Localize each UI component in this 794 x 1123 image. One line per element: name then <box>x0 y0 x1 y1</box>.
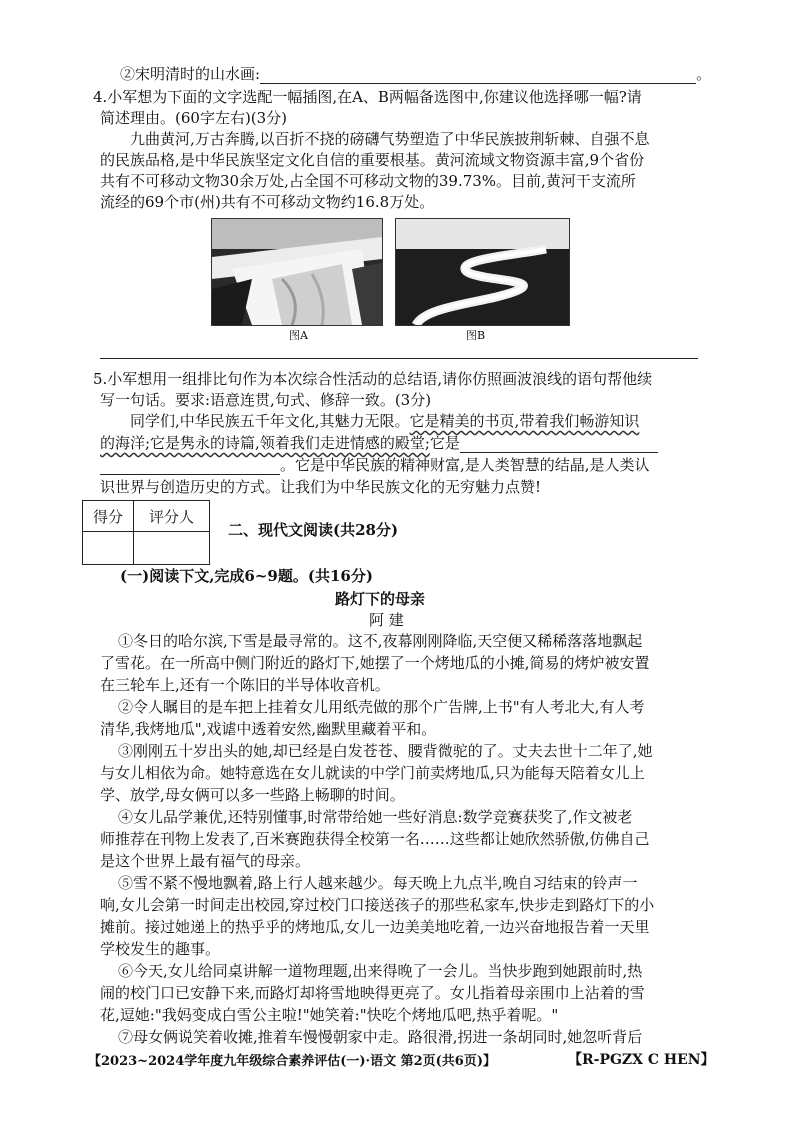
article-line: ①冬日的哈尔滨,下雪是最寻常的。这不,夜幕刚刚降临,天空便又稀稀落落地飘起 <box>118 632 643 650</box>
q5-wavy-text-1: 它是精美的书页,带着我们畅游知识 <box>409 412 640 430</box>
article-line: 了雪花。在一所高中侧门附近的路灯下,她摆了一个烤地瓜的小摊,简易的烤炉被安置 <box>100 654 650 672</box>
q4-passage-line2: 的民族品格,是中华民族坚定文化自信的重要根基。黄河流域文物资源丰富,9个省份 <box>100 151 645 169</box>
article-line: 学、放学,母女俩可以多一些路上畅聊的时间。 <box>100 786 405 804</box>
grader-cell <box>134 532 210 565</box>
article-line: 花,逗她:"我妈变成白雪公主啦!"她笑着:"快吃个烤地瓜吧,热乎着呢。" <box>100 1006 559 1024</box>
article-line: ⑦母女俩说笑着收摊,推着车慢慢朝家中走。路很滑,拐进一条胡同时,她忽听背后 <box>118 1028 643 1046</box>
part-1-instruction: (一)阅读下文,完成6~9题。(共16分) <box>120 567 373 585</box>
score-table <box>82 500 210 565</box>
article-author: 阿 建 <box>369 611 404 629</box>
q4-passage-line4: 流经的69个市(州)共有不可移动文物约16.8万处。 <box>100 193 435 211</box>
article-line: ②令人瞩目的是车把上挂着女儿用纸壳做的那个广告牌,上书"有人考北大,有人考 <box>118 698 645 716</box>
q4-question-line2: 简述理由。(60字左右)(3分) <box>100 109 288 127</box>
article-line: 在三轮车上,还有一个陈旧的半导体收音机。 <box>100 676 390 694</box>
q5-answer-blank-1 <box>460 436 658 453</box>
q4-passage-line3: 共有不可移动文物30余万处,占全国不可移动文物的39.73%。目前,黄河干支流所 <box>100 172 636 190</box>
q5-wavy-text-2: 的海洋;它是隽永的诗篇,领着我们走进情感的殿堂; <box>100 434 430 452</box>
score-header: 得分 <box>83 501 134 532</box>
article-line: 清华,我烤地瓜",戏谑中透着安然,幽默里藏着平和。 <box>100 720 437 738</box>
article-line: ⑥今天,女儿给同桌讲解一道物理题,出来得晚了一会儿。当快步跑到她跟前时,热 <box>118 962 643 980</box>
grader-header: 评分人 <box>134 501 210 532</box>
footer-page-info: 【2023~2024学年度九年级综合素养评估(一)·语文 第2页(共6页)】 <box>88 1054 497 1069</box>
q5-question-line1: 5.小军想用一组排比句作为本次综合性活动的总结语,请你仿照画波浪线的语句帮他续 <box>93 370 653 388</box>
q5-plain-text-1: 同学们,中华民族五千年文化,其魅力无限。 <box>130 412 410 430</box>
q4-question-line1: 4.小军想为下面的文字选配一幅插图,在A、B两幅备选图中,你建议他选择哪一幅?请 <box>93 88 642 106</box>
q3-item-2-end: 。 <box>696 65 712 83</box>
article-line: 是这个世界上最有福气的母亲。 <box>100 852 311 870</box>
q3-item-2-text: ②宋明清时的山水画: <box>120 65 261 83</box>
figure-a-caption: 图A <box>289 329 308 342</box>
q4-passage-line1: 九曲黄河,万古奔腾,以百折不挠的磅礴气势塑造了中华民族披荆斩棘、自强不息 <box>130 130 650 148</box>
q5-plain-text-2: 它是 <box>429 434 460 452</box>
q5-passage-line3 <box>100 455 650 475</box>
article-line: ③刚刚五十岁出头的她,却已经是白发苍苍、腰背微驼的了。丈夫去世十二年了,她 <box>118 742 653 760</box>
q5-passage-line2 <box>100 433 658 453</box>
article-line: 响,女儿会第一时间走出校园,穿过校门口接送孩子的那些私家车,快步走到路灯下的小 <box>100 896 655 914</box>
q4-answer-line <box>100 342 698 359</box>
section-2-title: 二、现代文阅读(共28分) <box>228 521 399 539</box>
figure-b-river-image <box>395 218 570 326</box>
figure-b-caption: 图B <box>466 329 486 342</box>
answer-blank <box>260 67 696 84</box>
figure-a-waterfall-image <box>211 218 383 326</box>
article-line: ④女儿品学兼优,还特别懂事,时常带给她一些好消息:数学竞赛获奖了,作文被老 <box>118 808 633 826</box>
article-title: 路灯下的母亲 <box>335 590 426 608</box>
footer-code: 【R-PGZX C HEN】 <box>568 1052 715 1068</box>
score-cell <box>83 532 134 565</box>
article-line: ⑤雪不紧不慢地飘着,路上行人越来越少。每天晚上九点半,晚自习结束的铃声一 <box>118 874 638 892</box>
article-line: 闹的校门口已安静下来,而路灯却将雪地映得更亮了。女儿指着母亲围巾上沾着的雪 <box>100 984 645 1002</box>
q5-text-3: 。它是中华民族的精神财富,是人类智慧的结晶,是人类认 <box>280 456 650 474</box>
article-line: 与女儿相依为命。她特意选在女儿就读的中学门前卖烤地瓜,只为能每天陪着女儿上 <box>100 764 645 782</box>
q5-passage-line4: 识世界与创造历史的方式。让我们为中华民族文化的无穷魅力点赞! <box>100 478 542 496</box>
q5-answer-blank-2 <box>100 458 280 475</box>
q5-passage-line1 <box>130 411 639 431</box>
q3-item-2 <box>120 64 711 84</box>
article-line: 学校发生的趣事。 <box>100 940 221 958</box>
q5-question-line2: 写一句话。要求:语意连贯,句式、修辞一致。(3分) <box>100 391 432 409</box>
article-line: 摊前。接过她递上的热乎乎的烤地瓜,女儿一边美美地吃着,一边兴奋地报告着一天里 <box>100 918 650 936</box>
article-line: 师推荐在刊物上发表了,百米赛跑获得全校第一名……这些都让她欣然骄傲,仿佛自己 <box>100 830 650 848</box>
